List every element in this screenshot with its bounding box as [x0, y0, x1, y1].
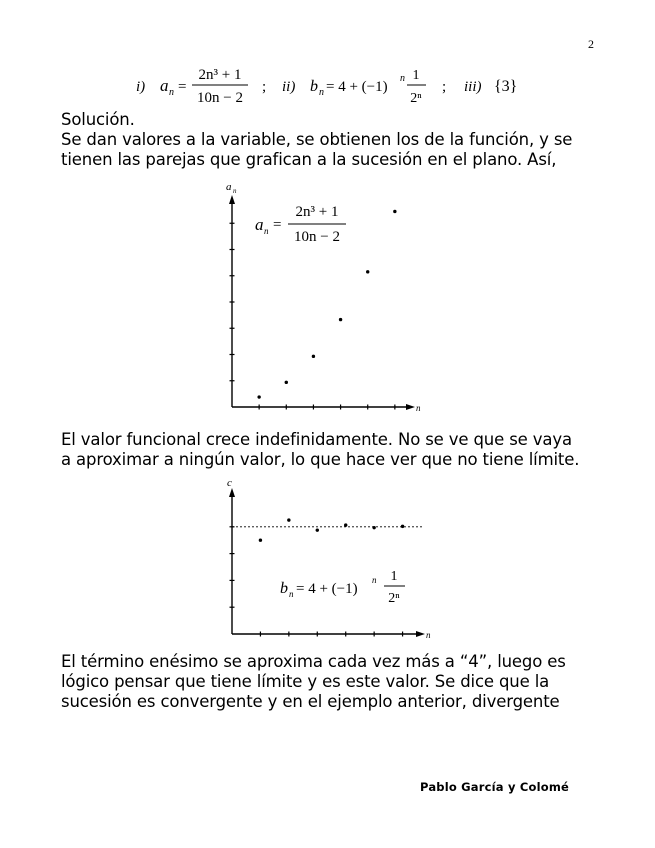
item2-sub: n [319, 87, 324, 98]
chart-bn-formula-lhs: b [280, 580, 288, 597]
chart-an-formula-den: 10n − 2 [294, 229, 340, 245]
item3-expr: {3} [494, 78, 518, 95]
chart-an-formula-eq: = [273, 217, 282, 233]
chart-an-ylabel-sub: n [233, 187, 237, 195]
item2-lhs: b [310, 78, 318, 95]
item1-lhs: a [160, 76, 169, 95]
item1-label: i) [136, 79, 146, 95]
intro-line-1: Se dan valores a la variable, se obtienen los de la función, y se [61, 130, 573, 149]
chart-an-point [366, 270, 369, 273]
item1-den: 10n − 2 [197, 90, 243, 106]
chart-bn [210, 476, 450, 642]
item2-exp: n [400, 73, 405, 84]
chart-bn-formula-sub: n [289, 589, 294, 599]
chart-an-ylabel: a [226, 181, 232, 193]
chart-an [210, 178, 450, 423]
chart-bn-axes [229, 488, 425, 637]
chart-an-formula-sub: n [264, 226, 269, 236]
item2-frac-den: 2ⁿ [410, 91, 422, 106]
item3-label: iii) [464, 79, 482, 95]
chart-bn-point [372, 526, 375, 529]
conclusion-line-3: sucesión es convergente y en el ejemplo anterior, divergente [61, 692, 560, 711]
item1-num: 2n³ + 1 [198, 67, 242, 83]
chart-bn-formula-exp: n [372, 575, 377, 585]
solution-heading: Solución. [61, 110, 135, 129]
separator-1: ; [262, 79, 267, 95]
chart-an-x-arrow [406, 404, 415, 410]
chart-an-point [393, 210, 396, 213]
chart-an-xlabel: n [416, 403, 421, 413]
item1-eq: = [178, 79, 187, 95]
chart-bn-xlabel: n [426, 630, 431, 640]
separator-2: ; [442, 79, 447, 95]
chart-bn-formula-num: 1 [390, 569, 398, 584]
intro-line-2: tienen las parejas que grafican a la sucesión en el plano. Así, [61, 150, 557, 169]
author-footer: Pablo García y Colomé [420, 780, 570, 794]
chart-bn-point [287, 518, 290, 521]
chart-bn-point [259, 539, 262, 542]
chart-bn-point [344, 523, 347, 526]
conclusion-line-2: lógico pensar que tiene límite y es este valor. Se dice que la [61, 672, 550, 691]
chart-bn-ylabel: c [227, 477, 232, 489]
problem-formulas [130, 64, 550, 108]
chart-an-formula-num: 2n³ + 1 [295, 204, 339, 220]
item1-sub: n [169, 87, 174, 98]
chart-bn-formula-expr: = 4 + (−1) [296, 581, 358, 597]
chart-an-point [257, 395, 260, 398]
chart-bn-point [401, 525, 404, 528]
middle-line-2: a aproximar a ningún valor, lo que hace ver que no tiene límite. [61, 450, 580, 469]
chart-bn-x-arrow [416, 631, 425, 637]
item2-expr: = 4 + (−1) [326, 79, 388, 95]
chart-an-point [285, 381, 288, 384]
conclusion-line-1: El término enésimo se aproxima cada vez más a “4”, luego es [61, 652, 566, 671]
chart-an-y-arrow [229, 195, 235, 204]
item2-frac-num: 1 [412, 68, 420, 83]
chart-an-formula-lhs: a [255, 215, 264, 234]
chart-an-point [312, 355, 315, 358]
chart-bn-point [316, 528, 319, 531]
middle-line-1: El valor funcional crece indefinidamente. No se ve que se vaya [61, 430, 572, 449]
page-number: 2 [588, 37, 594, 51]
chart-bn-y-arrow [229, 488, 235, 497]
chart-an-point [339, 318, 342, 321]
chart-bn-formula-den: 2ⁿ [388, 591, 400, 606]
item2-label: ii) [282, 79, 296, 95]
